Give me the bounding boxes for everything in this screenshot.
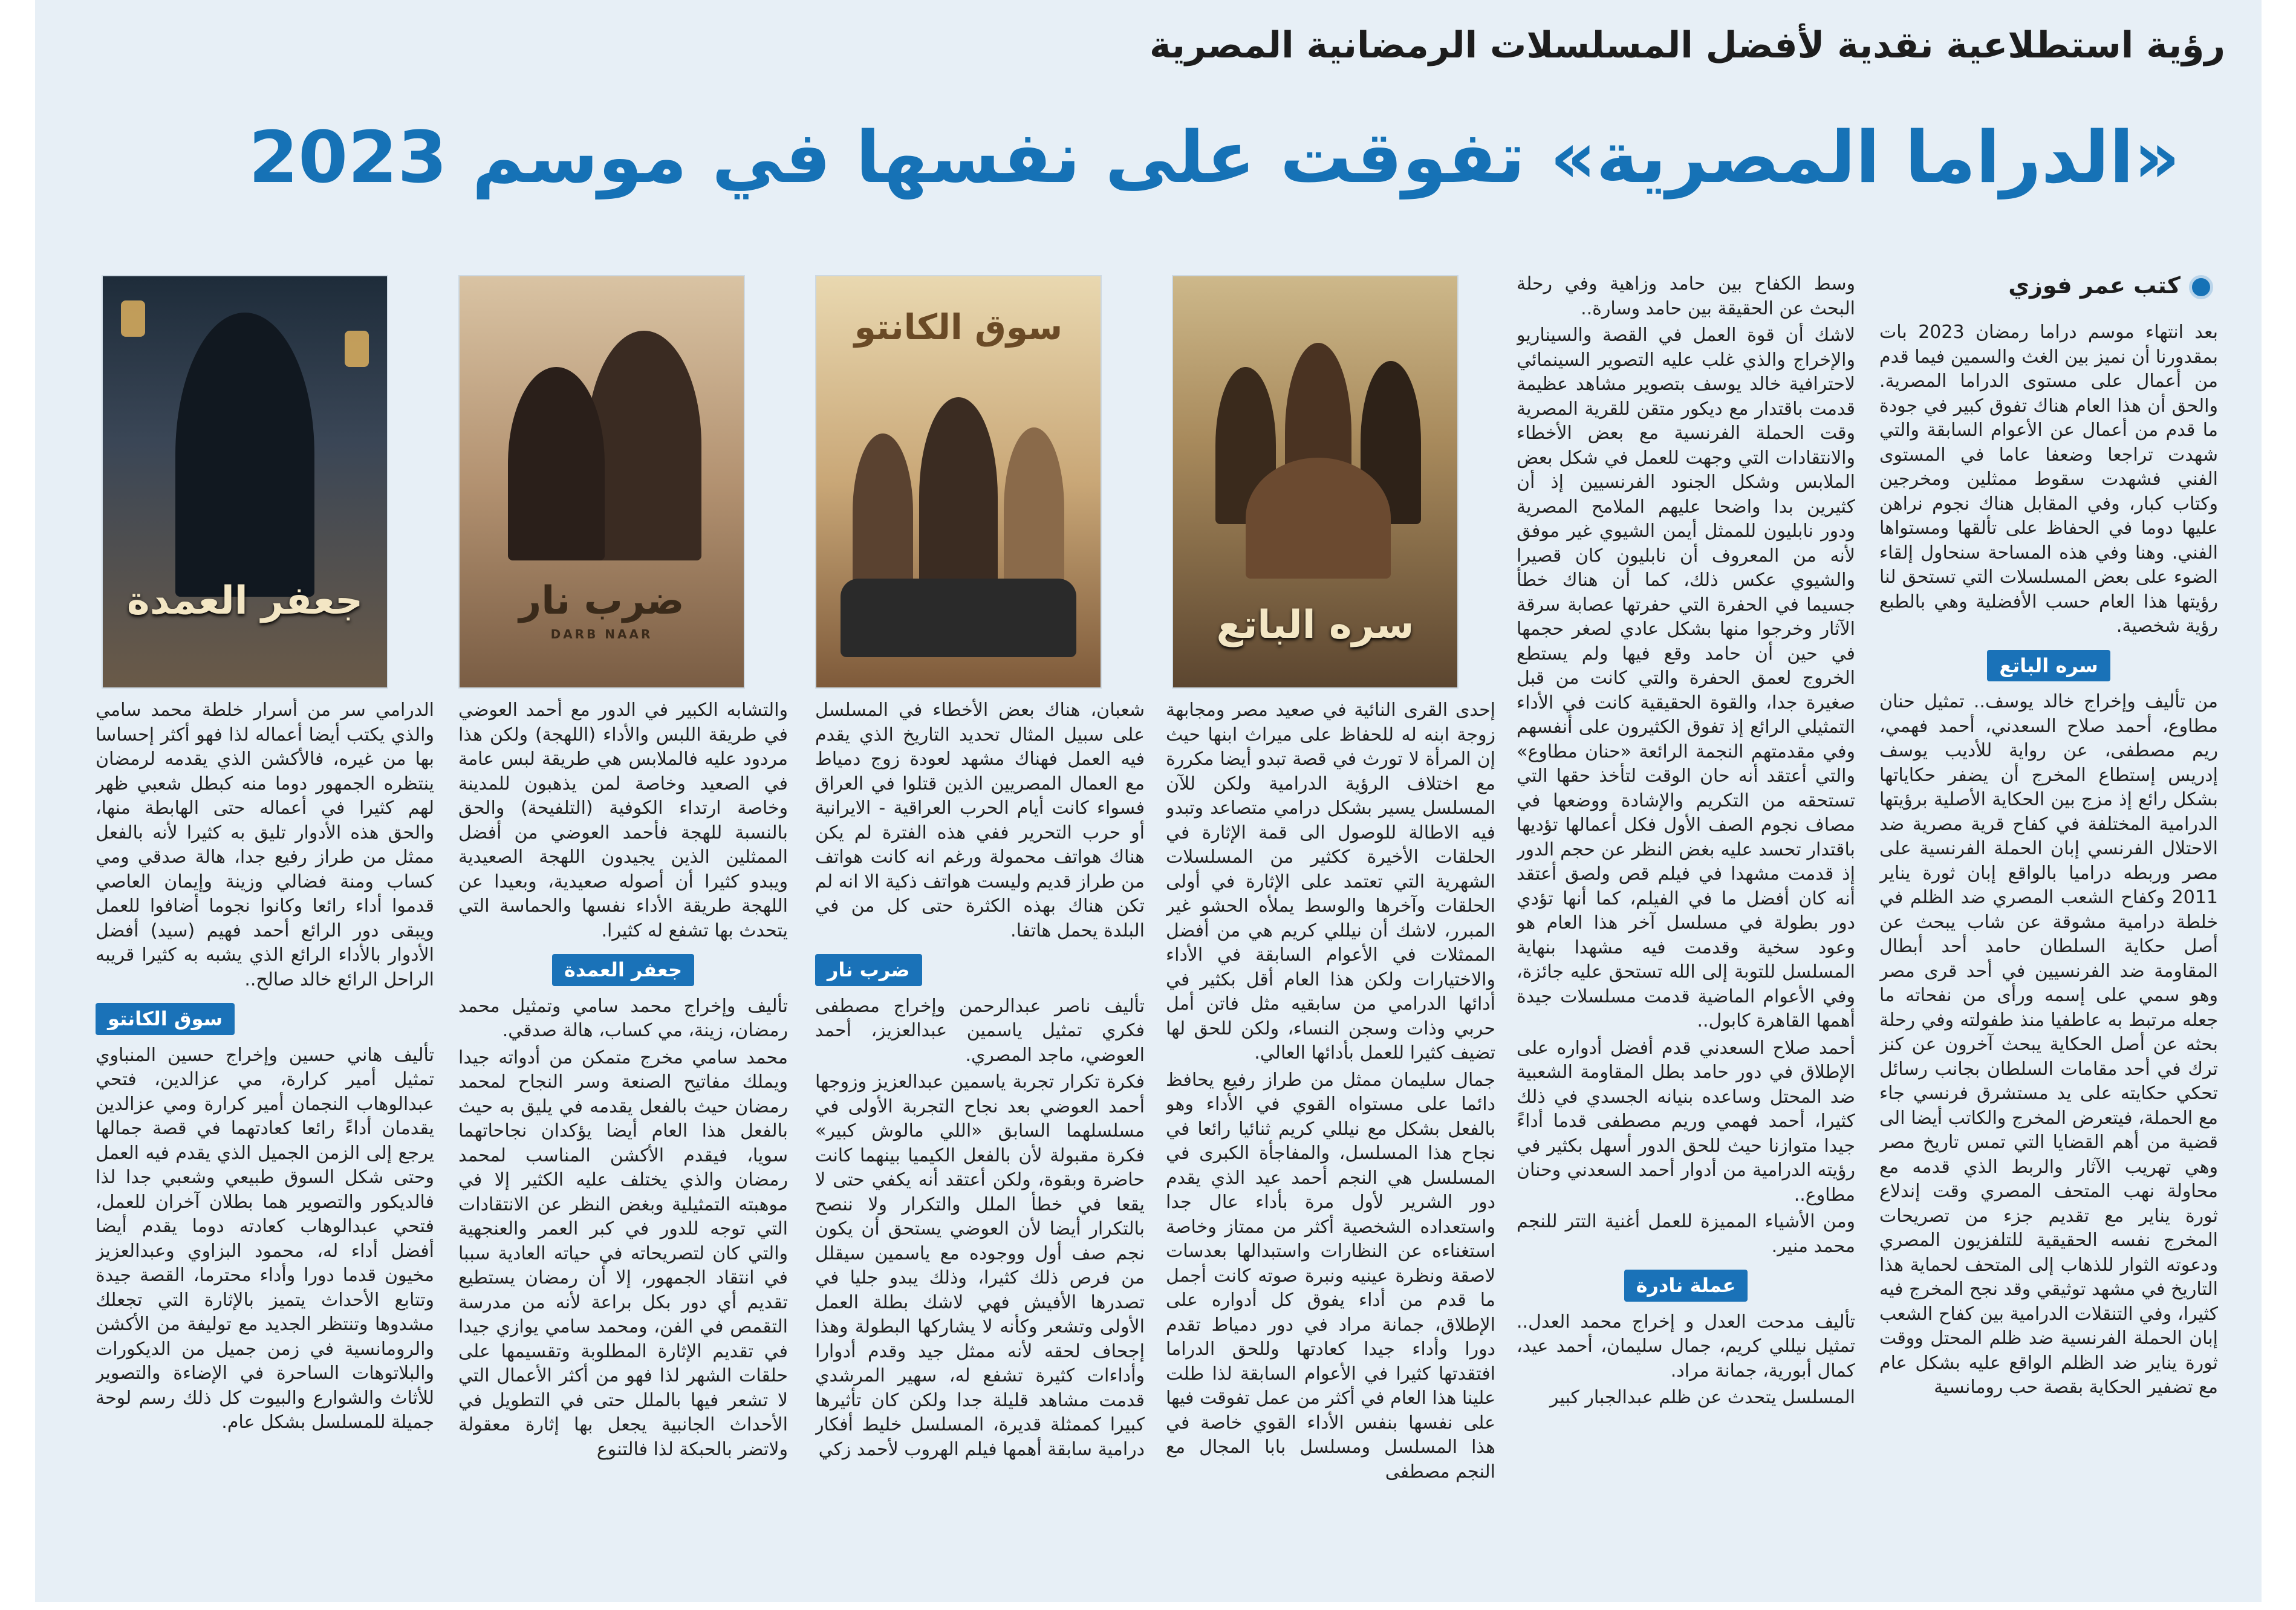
- section-tag: ضرب نار: [815, 954, 922, 986]
- poster-subtitle: DARB NAAR: [550, 627, 653, 641]
- paragraph: وسط الكفاح بين حامد وزاهية وفي رحلة البحث عن الحقيقة بين حامد وسارة..: [1517, 273, 1855, 319]
- paragraph: والتشابه الكبير في الدور مع أحمد العوضي في طريقة اللبس والأداء (اللهجة) ولكن هذا مردود عليه فالملابس هي طريقة لبس عامة في الصعيد وخاصة لمن يذهبون للمدينة وخاصة ارتداء الكوفية (التلفيحة) والحق بالنسبة للهجة فأحمد العوضي من أفضل الممثلين الذين يجيدون اللهجة الصعيدية ويبدو كثيرا أن أصوله صعيدية، وبعيدا عن اللهجة طريقة الأداء نفسها والحماسة التي يتحدث بها تشفع له كثيرا.: [458, 700, 788, 941]
- poster-figure: [508, 367, 605, 560]
- article-column-5: [458, 698, 788, 1578]
- poster-darb-nar: [458, 275, 745, 689]
- byline-text: كتب عمر فوزي: [2008, 272, 2181, 299]
- paragraph: تأليف هاني حسين وإخراج حسين المنباوي تمثيل أمير كرارة، مي عزالدين، فتحي عبدالوهاب النجمان أمير كرارة ومي عزالدين يقدمان أداءً رائعا كعادتهما في قصة جمالها يرجع إلى الزمن الجميل الذي يقدم فيه العمل وحتى شكل السوق طبيعي وشعبي جدا لذا فالديكور والتصوير هما بطلان آخران للعمل، فتحي عبدالوهاب كعادته دوما يقدم أيضا أفضل أداء له، محمود البزاوي وعبدالعزيز مخيون قدما دورا وأداء محترما، القصة جيدة وتتابع الأحداث يتميز بالإثارة التي تجعلك مشدوها وتنتظر الجديد مع توليفة من الأكشن والرومانسية في زمن جميل من الديكورات والبلاتوهات الساحرة في الإضاءة والتصوير للأثاث والشوارع والبيوت كل ذلك رسم لوحة جميلة للمسلسل بشكل عام.: [96, 1044, 434, 1433]
- newspaper-page: [35, 0, 2262, 1602]
- headline: «الدراما المصرية» تفوقت على نفسها في موسم 2023: [249, 115, 2180, 199]
- kicker: رؤية استطلاعية نقدية لأفضل المسلسلات الرمضانية المصرية: [1149, 24, 2225, 67]
- poster-title: جعفر العمدة: [126, 579, 363, 623]
- poster-lantern: [121, 300, 145, 337]
- paragraph: أحمد صلاح السعدني قدم أفضل أدواره على الإطلاق في دور حامد بطل المقاومة الشعبية ضد المحتل وساعده بنيانه الجسدي في ذلك كثيرا، أحمد فهمي وريم مصطفى قدما أداءً جيدا متوازنا حيث للحق الدور أسهل بكثير في رؤيته الدرامية من أدوار أحمد السعدني وحنان مطاوع..: [1517, 1037, 1855, 1206]
- paragraph: من تأليف وإخراج خالد يوسف.. تمثيل حنان مطاوع، أحمد صلاح السعدني، أحمد فهمي، ريم مصطفى، عن رواية للأديب يوسف إدريس إستطاع المخرج أن يضفر حكاياتها بشكل رائع إذ مزج بين الحكاية الأصلية برؤيتها الدرامية المختلفة في كفاح قرية مصرية ضد الاحتلال الفرنسي إبان الحملة الفرنسية على مصر وربطه دراميا بالواقع إبان ثورة يناير 2011 وكفاح الشعب المصري ضد الظلم في خلطة درامية مشوقة عن شاب يبحث عن أصل حكاية السلطان حامد أحد أبطال المقاومة ضد الفرنسيين في أحد قرى مصر وهو سمي على إسمه ورأى من نفحاته ما جعله مرتبط به عاطفيا منذ طفولته وفي رحلة بحثه عن أصل الحكاية يبحث آخرون عن كنز ترك في أحد مقامات السلطان بجانب رسائل تحكي حكايته على يد مستشرق فرنسي جاء مع الحملة، فيتعرض المخرج والكاتب أيضا الى قضية من أهم القضايا التي تمس تاريخ مصر وهي تهريب الآثار والربط الذي قدمه مع محاولة نهب المتحف المصري وقت إندلاع ثورة يناير مع تقديم جزء من تصريحات المخرج نفسه الحقيقية للتلفزيون المصري ودعوته الثوار للذهاب إلى المتحف لحماية هذا التاريخ في مشهد توثيقي وقد نجح المخرج فيه كثيرا، وفي التنقلات الدرامية بين كفاح الشعب إبان الحملة الفرنسية ضد ظلم المحتل ووقت ثورة يناير ضد الظلم الواقع عليه بشكل عام مع تضفير الحكاية بقصة حب رومانسية: [1879, 691, 2218, 1398]
- poster-title: سره الباتع: [1216, 603, 1414, 648]
- poster-figure: [1004, 427, 1064, 591]
- paragraph: ومن الأشياء المميزة للعمل أغنية التتر للنجم محمد منير.: [1517, 1211, 1855, 1257]
- section-tag: عملة نادرة: [1624, 1270, 1748, 1302]
- paragraph: تأليف ناصر عبدالرحمن وإخراج مصطفى فكري تمثيل ياسمين عبدالعزيز، أحمد العوضي، ماجد المصري.: [815, 995, 1145, 1066]
- paragraph: بعد انتهاء موسم دراما رمضان 2023 بات بمقدورنا أن نميز بين الغث والسمين فيما قدم من أعمال على مستوى الدراما المصرية. والحق أن هذا العام هناك تفوق كبير في جودة ما قدم من أعمال عن الأعوام السابقة والتي شهدت تراجعا وضعفا عاما في المستوى الفني فشهدت سقوط ممثلين ومخرجين وكتاب كبار، وفي المقابل هناك نجوم نراهن عليها دوما في الحفاظ على تألقها ومستواها الفني. وهنا وفي هذه المساحة سنحاول إلقاء الضوء على بعض المسلسلات التي تستحق لنا رؤيتها هذا العام حسب الأفضلية وهي بالطبع رؤية شخصية.: [1879, 322, 2218, 637]
- section-tag: جعفر العمدة: [552, 954, 694, 986]
- paragraph: إحدى القرى النائية في صعيد مصر ومجابهة زوجة ابنه له للحفاظ على ميراث ابنها حيث إن المرأة لا تورث في قصة تبدو أيضا مكررة مع اختلاف الرؤية الدرامية ولكن للآن المسلسل يسير بشكل درامي متصاعد وتبدو فيه الاطالة للوصول الى قمة الإثارة في الحلقات الأخيرة ككثير من المسلسلات الشهرية التي تعتمد على الإثارة في أولى الحلقات وآخرها والوسط يملأه الحشو غير المبرر، لاشك أن نيللي كريم هي من أفضل الممثلات في الأعوام السابقة في الأداء والاختيارات ولكن هذا العام أقل بكثير في أدائها الدرامي من سابقيه مثل فاتن أمل حربي وذات وسجن النساء، ولكن للحق لها تضيف كثيرا للعمل بأدائها العالي.: [1166, 700, 1495, 1063]
- poster-figure: [853, 433, 913, 591]
- article-column-3: [1166, 698, 1495, 1578]
- paragraph: المسلسل يتحدث عن ظلم عبدالجبار كبير: [1549, 1387, 1855, 1408]
- article-column-6: [96, 698, 434, 1578]
- paragraph: تأليف مدحت العدل و إخراج محمد العدل.. تمثيل نيللي كريم، جمال سليمان، أحمد عيد، كمال أبورية، جمانة مراد.: [1517, 1311, 1855, 1381]
- paragraph: شعبان، هناك بعض الأخطاء في المسلسل على سبيل المثال تحديد التاريخ الذي يقدم فيه العمل فهناك مشهد لعودة زوج دمياط مع العمال المصريين الذين قتلوا في العراق فسواء كانت أيام الحرب العراقية - الايرانية أو حرب التحرير ففي هذه الفترة لم يكن هناك هواتف محمولة ورغم انه كانت هواتف من طراز قديم وليست هواتف ذكية الا انه لم تكن هناك بهذه الكثرة حتى كل من في البلدة يحمل هاتفا.: [815, 700, 1145, 941]
- byline: [1850, 272, 2213, 299]
- section-tag: سوق الكانتو: [96, 1003, 235, 1035]
- paragraph: محمد سامي مخرج متمكن من أدواته جيدا ويملك مفاتيح الصنعة وسر النجاح لمحمد رمضان حيث بالفعل يقدمه في يليق به حيث بالفعل هذا العام أيضا يؤكدان نجاحاتهما سويا، فيقدم الأكشن المناسب لمحمد رمضان والذي يختلف عليه الكثير إلا في موهبته التمثيلية وبغض النظر عن الانتقادات التي توجه للدور في كبر العمر والعنجهية والتي كان لتصريحاته في حياته العادية سببا في انتقاد الجمهور، إلا أن رمضان يستطيع تقديم أي دور بكل براعة لأنه من مدرسة التقمص في الفن، ومحمد سامي يوازي جيدا في تقديم الإثارة المطلوبة وتقسيمها على حلقات الشهر لذا فهو من أكثر الأعمال التي لا تشعر فيها بالملل حتى في التطويل في الأحداث الجانبية يجعل بها إثارة معقولة ولاتضر بالحبكة لذا فالتنوع: [458, 1047, 788, 1460]
- poster-title: سوق الكانتو: [854, 307, 1063, 348]
- poster-souq-elkanto: [815, 275, 1102, 689]
- paragraph: جمال سليمان ممثل من طراز رفيع يحافظ دائما على مستواه القوي في الأداء وهو بالفعل بشكل مع نيللي كريم ثنائيا رائعا في نجاح هذا المسلسل، والمفاجأة الكبرى في المسلسل هي النجم أحمد عيد الذي يقدم دور الشرير لأول مرة بأداء عال جدا واستعداده الشخصية أكثر من ممتاز وخاصة استغناءه عن النظارات واستبدالها بعدسات لاصقة ونظرة عينيه ونبرة صوته كانت أجمل ما قدم من أداء يفوق كل أدواره على الإطلاق، جمانة مراد في دور دمياط تقدم دورا وأداء جيدا كعادتها وللحق الدراما افتقدتها كثيرا في الأعوام السابقة لذا طلت علينا هذا العام في أكثر من عمل تفوقت فيها على نفسها بنفس الأداء القوي خاصة في هذا المسلسل ومسلسل بابا المجال مع النجم مصطفى: [1166, 1069, 1495, 1482]
- article-column-2: [1517, 272, 1855, 1578]
- poster-car: [841, 579, 1076, 657]
- paragraph: تأليف وإخراج محمد سامي وتمثيل محمد رمضان، زينة، مي كساب، هالة صدقي.: [458, 995, 788, 1041]
- section-tag: سره الباتع: [1987, 650, 2110, 682]
- poster-title: ضرب نار: [519, 579, 685, 623]
- paragraph: فكرة تكرار تجربة ياسمين عبدالعزيز وزوجها أحمد العوضي بعد نجاح التجربة الأولى في مسلسلهما السابق «اللي مالوش كبير» فكرة مقبولة لأن بالفعل الكيميا بينهما كانت حاضرة وبقوة، ولكن أعتقد أنه يكفي حتى لا يقعا في خطأ الملل والتكرار ولا ننصح بالتكرار أيضا لأن العوضي يستحق أن يكون نجم صف أول ووجوده مع ياسمين سيقلل من فرص ذلك كثيرا، وذلك يبدو جليا في تصدرها الأفيش فهي لاشك بطلة العمل الأولى وتشعر وكأنه لا يشاركها البطولة وهذا إجحاف لحقه لأنه ممثل جيد وقدم أدوارا وأداءات كثيرة تشفع له، سهير المرشدي قدمت مشاهد قليلة جدا ولكن كان تأثيرها كبيرا كممثلة قديرة، المسلسل خليط أفكار درامية سابقة أهمها فيلم الهروب لأحمد زكي: [815, 1071, 1145, 1460]
- poster-serr-elbatea: [1172, 275, 1459, 689]
- poster-figure: [919, 397, 998, 597]
- bullet-icon: [2189, 275, 2213, 299]
- poster-gaafar-elomda: [102, 275, 388, 689]
- poster-figure: [1246, 458, 1391, 579]
- article-column-1: [1879, 320, 2218, 1578]
- paragraph: لاشك أن قوة العمل في القصة والسيناريو والإخراج والذي غلب عليه التصوير السينمائي لاحترافية خالد يوسف بتصوير مشاهد عظيمة قدمت باقتدار مع ديكور متقن للقرية المصرية وقت الحملة الفرنسية مع بعض الأخطاء والانتقادات التي وجهت للعمل في شكل بعض الملابس وشكل الجنود الفرنسيين إذ أن كثيرين بدا واضحا عليهم الملامح المصرية ودور نابليون للممثل أيمن الشيوي غير موفق لأنه من المعروف أن نابليون كان قصيرا والشيوي عكس ذلك، كما أن هناك خطأ جسيما في الحفرة التي حفرتها عصابة سرقة الآثار وخرجوا منها بشكل عادي لصغر حجمها في حين أن حامد وقع فيها ولم يستطع الخروج لعمق الحفرة والتي كانت من قبل صغيرة جدا، والقوة الحقيقية كانت في الأداء التمثيلي الرائع إذ تفوق الكثيرون على أنفسهم وفي مقدمتهم النجمة الرائعة «حنان مطاوع» والتي أعتقد أنه حان الوقت لتأخذ حقها التي تستحقه من التكريم والإشادة ووضعها في مصاف نجوم الصف الأول فكل أعمالها تؤديها باقتدار تحسد عليه بغض النظر عن حجم الدور إذ قدمت مشهدا في فيلم قص ولصق أعتقد أنه كان أفضل ما في الفيلم، كما أنها تؤدي دور بطولة في مسلسل آخر هذا العام هو وعود سخية وقدمت فيه مشهدا بنهاية المسلسل للتوبة إلى الله تستحق عليه جائزة، وفي الأعوام الماضية قدمت مسلسلات جيدة أهمها القاهرة كابول..: [1517, 325, 1855, 1031]
- article-column-4: [815, 698, 1145, 1578]
- poster-figure: [175, 313, 314, 597]
- poster-lantern: [345, 331, 369, 367]
- paragraph: الدرامي سر من أسرار خلطة محمد سامي والذي يكتب أيضا أعماله لذا فهو أكثر إحساسا بها من غيره، فالأكشن الذي يقدمه لرمضان ينتظره الجمهور دوما منه كبطل شعبي ظهر لهم كثيرا في أعماله حتى الهابطة منها، والحق هذه الأدوار تليق به كثيرا لأنه بالفعل ممثل من طراز رفيع جدا، هالة صدقي ومي كساب ومنة فضالي وزينة وإيمان العاصي قدموا أداء رائعا وكانوا نجوما أضافوا للعمل ويبقى دور الرائع أحمد فهيم (سيد) أفضل الأدوار بالأداء الرائع الذي يشبه به كثيرا قريبه الراحل الرائع خالد صالح..: [96, 700, 434, 990]
